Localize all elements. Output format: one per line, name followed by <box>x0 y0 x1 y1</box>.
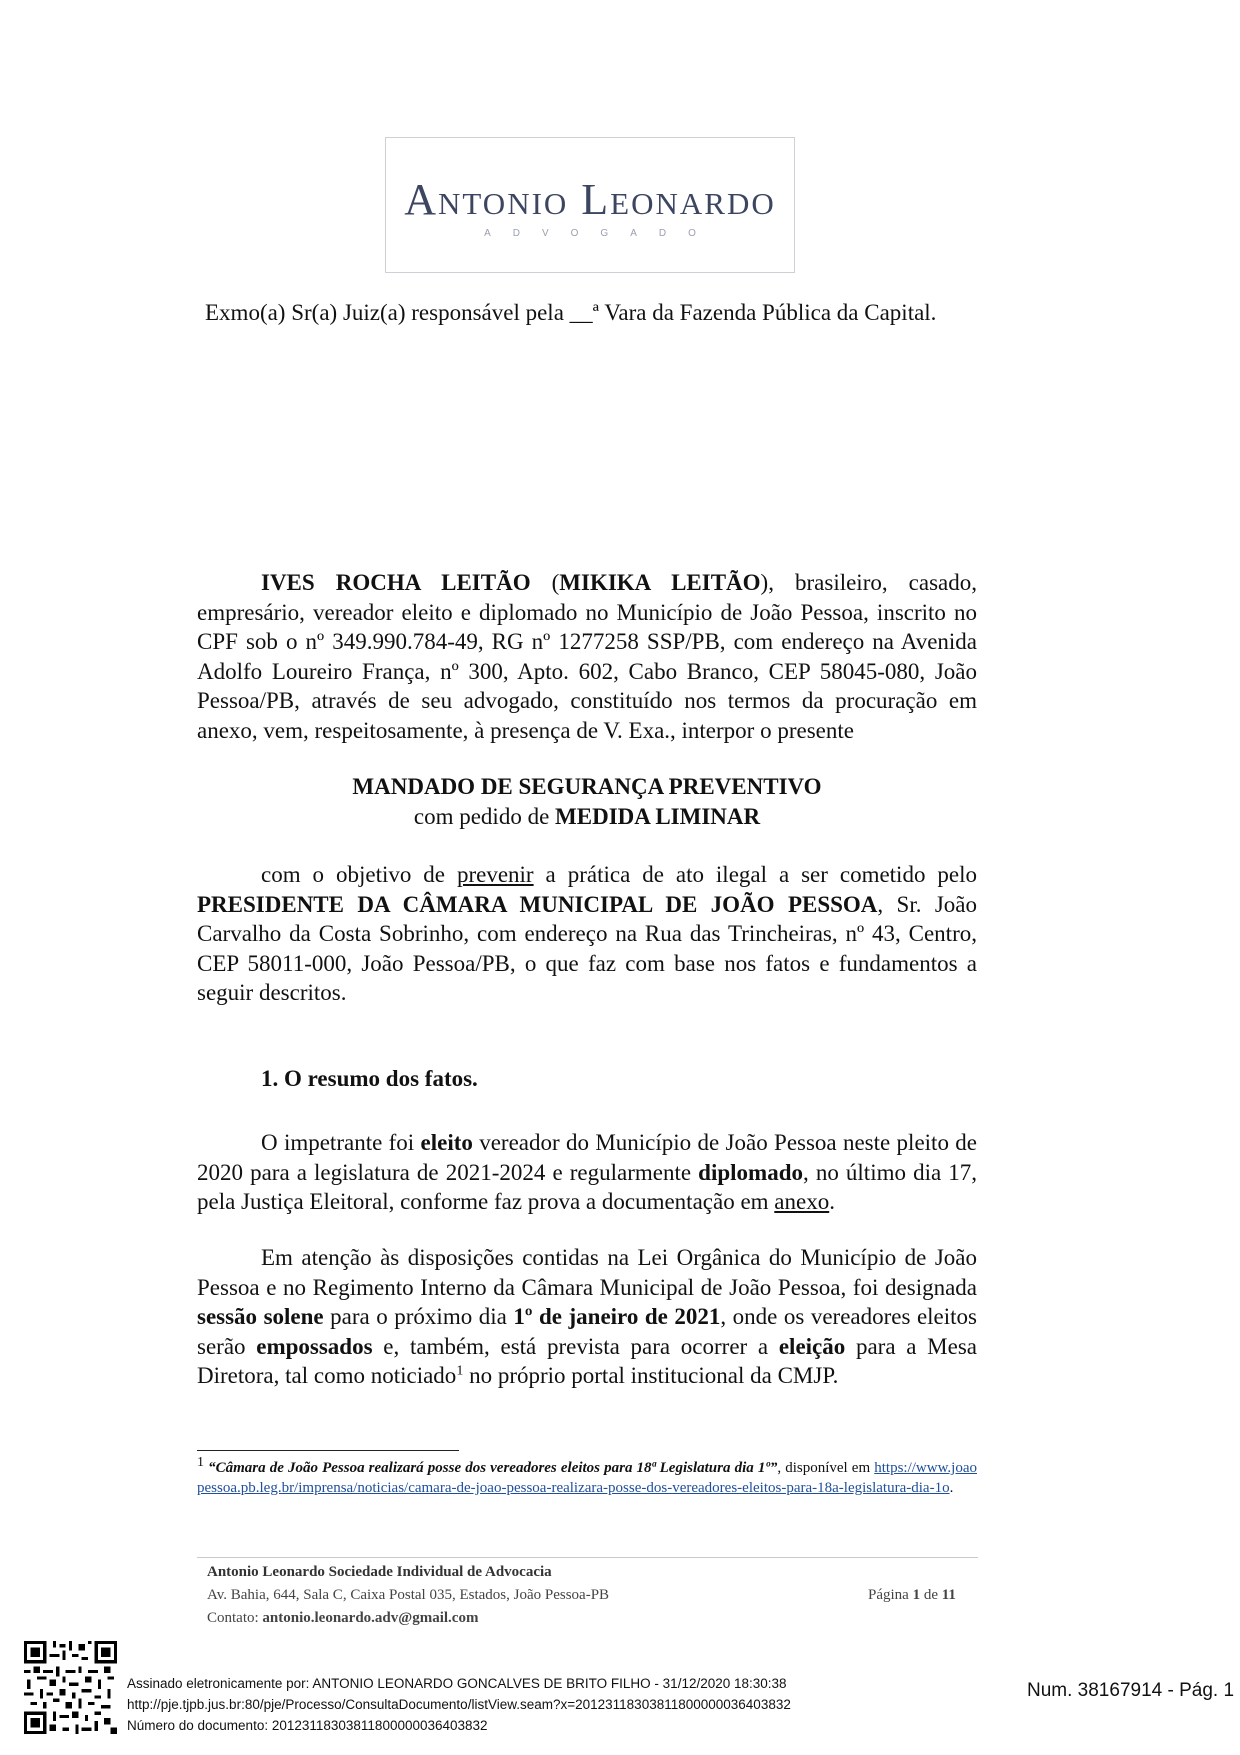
facts2-text-6: no próprio portal institucional da CMJP. <box>463 1363 839 1388</box>
document-number: Número do documento: 20123118303811800000036403832 <box>127 1718 488 1733</box>
signature-line: Assinado eletronicamente por: ANTONIO LEONARDO GONCALVES DE BRITO FILHO - 31/12/2020 18:30:38 <box>127 1676 787 1691</box>
page-of: de <box>920 1587 942 1603</box>
facts1-bold-2: diplomado <box>698 1159 803 1185</box>
petition-title-prefix: com pedido de <box>413 803 556 829</box>
page-label: Página <box>868 1587 913 1603</box>
intro-paragraph <box>197 568 977 745</box>
footer-separator <box>197 1557 978 1558</box>
facts1-text-2: vereador do Município de João Pessoa neste pleito de 2020 para a legislatura de 2021-2024 e regularmente <box>197 1130 977 1185</box>
intro-text: ), brasileiro, casado, empresário, vereador eleito e diplomado no Município de João Pessoa, inscrito no CPF sob o nº 349.990.784-49, RG nº 1277258 SSP/PB, com endereço na Avenida Adolfo Loureiro França, nº 300, Apto. 602, Cabo Branco, CEP 58045-080, João Pessoa/PB, através de seu advogado, constituído nos termos da procuração em anexo, vem, respeitosamente, à presença de V. Exa., interpor o presente <box>197 570 977 743</box>
facts1-text-4: . <box>829 1189 835 1214</box>
footer-contact <box>207 1610 478 1627</box>
petition-title-line1: MANDADO DE SEGURANÇA PREVENTIVO <box>352 774 822 799</box>
objective-paragraph <box>197 860 977 1008</box>
process-page-number: Num. 38167914 - Pág. 1 <box>1027 1680 1235 1701</box>
page-total: 11 <box>941 1587 956 1603</box>
facts-paragraph-1 <box>197 1128 977 1217</box>
footnote-reference[interactable]: 1 <box>456 1363 464 1379</box>
objective-text-2: a prática de ato ilegal a ser cometido pelo <box>533 862 977 887</box>
facts2-text-4: e, também, está prevista para ocorrer a <box>372 1333 779 1359</box>
petition-title <box>197 772 977 831</box>
facts1-text-3: , no último dia 17, pela Justiça Eleitoral, conforme faz prova a documentação em <box>197 1159 977 1214</box>
facts2-text-1: Em atenção às disposições contidas na Lei Orgânica do Município de João Pessoa e no Regimento Interno da Câmara Municipal de João Pessoa, foi designada <box>197 1245 977 1300</box>
intro-open-paren: ( <box>530 570 560 595</box>
facts1-text-1: O impetrante foi <box>261 1130 421 1155</box>
petition-title-bold: MEDIDA LIMINAR <box>555 803 761 829</box>
respondent-authority: PRESIDENTE DA CÂMARA MUNICIPAL DE JOÃO PESSOA <box>197 891 878 917</box>
footnote <box>197 1455 978 1498</box>
facts2-bold-2: 1º de janeiro de 2021 <box>513 1304 721 1329</box>
objective-text-3: , Sr. João Carvalho da Costa Sobrinho, com endereço na Rua das Trincheiras, nº 43, Centro, CEP 58011-000, João Pessoa/PB, o que faz com base nos fatos e fundamentos a seguir descritos. <box>197 891 978 1005</box>
objective-text-1: com o objetivo de <box>261 862 457 887</box>
objective-underlined: prevenir <box>456 862 534 887</box>
facts1-bold-1: eleito <box>420 1130 473 1155</box>
footer-firm-name: Antonio Leonardo Sociedade Individual de Advocacia <box>207 1564 552 1580</box>
footnote-link[interactable]: https://www.joaopessoa.pb.leg.br/imprensa/noticias/camara-de-joao-pessoa-realizara-posse-dos-vereadores-eleitos-para-18a-legislatura-dia-1o <box>197 1460 978 1496</box>
footer-address: Av. Bahia, 644, Sala C, Caixa Postal 035, Estados, João Pessoa-PB <box>207 1587 610 1603</box>
footnote-end: . <box>949 1480 954 1496</box>
facts2-bold-4: eleição <box>778 1333 846 1359</box>
footer-contact-label: Contato: <box>207 1610 263 1626</box>
addressee-line: Exmo(a) Sr(a) Juiz(a) responsável pela __ª Vara da Fazenda Pública da Capital. <box>205 300 937 325</box>
facts2-bold-1: sessão solene <box>197 1304 324 1329</box>
section-heading: 1. O resumo dos fatos. <box>261 1066 478 1091</box>
facts2-bold-3: empossados <box>256 1333 373 1359</box>
footnote-quote: “Câmara de João Pessoa realizará posse dos vereadores eleitos para 18ª Legislatura dia 1º” <box>208 1460 778 1476</box>
verification-url[interactable]: http://pje.tjpb.jus.br:80/pje/Processo/ConsultaDocumento/listView.seam?x=20123118303811800000036403832 <box>127 1697 791 1712</box>
footnote-text: , disponível em <box>777 1460 875 1476</box>
facts2-text-3: , onde os vereadores eleitos serão <box>197 1304 977 1359</box>
petitioner-nickname: MIKIKA LEITÃO <box>559 570 761 595</box>
law-firm-logo <box>385 137 795 273</box>
footer-contact-email[interactable]: antonio.leonardo.adv@gmail.com <box>262 1610 479 1626</box>
logo-subtitle: ADVOGADO <box>484 228 718 239</box>
qr-code-icon <box>24 1641 117 1734</box>
facts2-text-5: para a Mesa Diretora, tal como noticiado <box>197 1333 978 1388</box>
facts1-underlined: anexo <box>774 1189 830 1214</box>
facts-paragraph-2 <box>197 1243 977 1391</box>
facts2-text-2: para o próximo dia <box>323 1304 514 1329</box>
footnote-number: 1 <box>197 1455 204 1470</box>
footnote-separator <box>197 1450 459 1451</box>
page-current: 1 <box>912 1587 921 1603</box>
page-number <box>868 1587 956 1604</box>
logo-name: Antonio Leonardo <box>404 175 776 224</box>
petitioner-name: IVES ROCHA LEITÃO <box>261 570 531 595</box>
